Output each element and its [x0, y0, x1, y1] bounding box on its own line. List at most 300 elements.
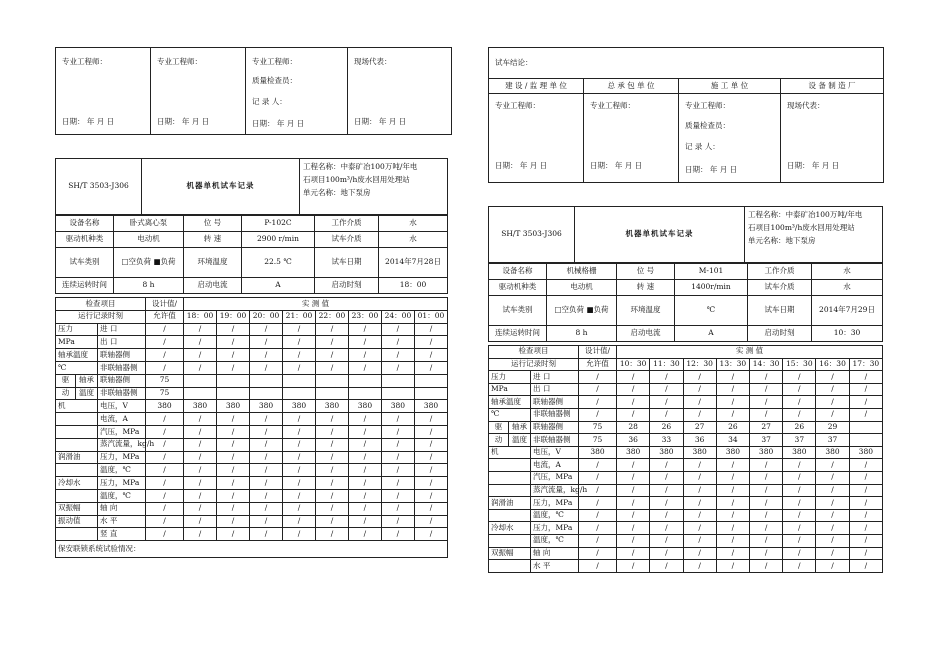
measured-value: / [650, 396, 683, 409]
measurement-row [56, 515, 448, 528]
measured-value: / [749, 547, 782, 560]
group-label: 驱 [56, 374, 76, 387]
measured-value: / [783, 522, 816, 535]
item-label: 联轴器侧 [98, 349, 146, 362]
info-row [489, 280, 883, 296]
measured-value: / [617, 522, 650, 535]
measured-value: / [849, 396, 882, 409]
group-label: 压力 [489, 371, 531, 384]
measured-value: / [683, 471, 716, 484]
measured-value: / [315, 528, 348, 541]
info-cell: 水 [379, 232, 448, 248]
measured-value: / [816, 383, 849, 396]
measured-value: / [414, 464, 447, 477]
measured-value: / [315, 349, 348, 362]
info-cell: M-101 [675, 264, 748, 280]
measured-value: / [749, 471, 782, 484]
design-header: 设计值/ [579, 346, 617, 359]
measured-value [315, 387, 348, 400]
design-value: / [146, 413, 184, 426]
measurement-row [56, 323, 448, 336]
qc-label: 质量检查员： [252, 76, 297, 85]
measurement-row [489, 534, 883, 547]
group-label: 双振幅 [56, 502, 98, 515]
measured-value: / [749, 383, 782, 396]
measured-value: / [617, 471, 650, 484]
measured-value: / [414, 361, 447, 374]
measurement-row [489, 497, 883, 510]
item-label: 进 口 [531, 371, 579, 384]
date-label: 日期： 年 月 日 [62, 117, 115, 126]
measured-value: / [783, 371, 816, 384]
group-label: 动 [489, 434, 509, 447]
measured-value: 380 [184, 400, 217, 413]
info-cell: 工作介质 [748, 264, 812, 280]
measured-value [381, 374, 414, 387]
measured-value: / [250, 515, 283, 528]
measured-value: / [217, 515, 250, 528]
measured-value: / [282, 413, 315, 426]
measured-value [414, 387, 447, 400]
item-label: 温度，℃ [531, 509, 579, 522]
measured-value: / [683, 371, 716, 384]
group-label [56, 413, 98, 426]
measured-value: 37 [816, 434, 849, 447]
group-label [489, 459, 531, 472]
measured-value: 380 [381, 400, 414, 413]
measured-value: 29 [816, 421, 849, 434]
info-cell: 启动时刻 [748, 326, 812, 342]
measured-value: / [683, 383, 716, 396]
party-header: 设 备 制 造 厂 [808, 81, 856, 90]
measured-value: / [716, 408, 749, 421]
measured-value: / [348, 502, 381, 515]
measured-value: / [783, 459, 816, 472]
measured-value: 27 [749, 421, 782, 434]
measured-value: / [250, 502, 283, 515]
check-item-header: 检查项目 [489, 346, 579, 359]
measured-value: / [716, 509, 749, 522]
subgroup-label: 轴承 [509, 421, 531, 434]
measured-value: / [315, 515, 348, 528]
measured-value: / [348, 425, 381, 438]
measured-value: / [683, 534, 716, 547]
info-cell: 2900 r/min [242, 232, 315, 248]
signature-block-right [488, 47, 884, 183]
record-header [55, 158, 448, 215]
measured-value: / [816, 408, 849, 421]
measurement-row [56, 438, 448, 451]
date-label: 日期： 年 月 日 [590, 161, 643, 170]
measured-value [250, 387, 283, 400]
form-title: 机器单机试车记录 [142, 159, 300, 215]
group-label: 压力 [56, 323, 98, 336]
measured-value: / [381, 515, 414, 528]
measurement-row [56, 425, 448, 438]
measured-value: 380 [650, 446, 683, 459]
measured-value: / [315, 477, 348, 490]
measured-value: / [348, 528, 381, 541]
measured-value: / [217, 336, 250, 349]
measured-value: / [348, 477, 381, 490]
group-label: 润滑油 [56, 451, 98, 464]
measured-value: / [816, 522, 849, 535]
measured-value: / [217, 438, 250, 451]
measured-value: / [184, 451, 217, 464]
measured-value: / [381, 361, 414, 374]
info-cell: 连续运转时间 [56, 278, 114, 294]
measured-value: / [650, 522, 683, 535]
info-row [56, 278, 448, 294]
measured-value: / [250, 451, 283, 464]
item-label: 出 口 [98, 336, 146, 349]
measured-value: / [816, 509, 849, 522]
measured-value: 380 [217, 400, 250, 413]
design-value: / [146, 361, 184, 374]
measured-value: / [683, 547, 716, 560]
time-header: 18：00 [184, 310, 217, 323]
info-cell: 试车类别 [56, 248, 114, 278]
time-header: 16：30 [816, 358, 849, 371]
item-label: 电压，V [531, 446, 579, 459]
measured-value: / [716, 396, 749, 409]
measured-value: 380 [414, 400, 447, 413]
allow-header: 允许值 [146, 310, 184, 323]
measured-value: / [849, 383, 882, 396]
measurement-table [55, 297, 448, 558]
time-header: 15：30 [783, 358, 816, 371]
measured-value [282, 387, 315, 400]
measured-value: / [414, 451, 447, 464]
measured-value: / [348, 464, 381, 477]
measured-value: / [348, 413, 381, 426]
measured-value: / [716, 471, 749, 484]
measured-value [315, 374, 348, 387]
measured-value: / [282, 515, 315, 528]
info-cell: 水 [379, 216, 448, 232]
measured-value [217, 374, 250, 387]
item-label: 电流，A [531, 459, 579, 472]
run-time-header: 运行记录时刻 [489, 358, 579, 371]
group-label: MPa [56, 336, 98, 349]
measured-value: / [716, 534, 749, 547]
measured-value: / [749, 408, 782, 421]
time-header: 20：00 [250, 310, 283, 323]
time-header: 13：30 [716, 358, 749, 371]
measured-value: / [282, 361, 315, 374]
measured-value: 26 [783, 421, 816, 434]
measured-value: / [381, 425, 414, 438]
info-row [489, 296, 883, 326]
design-value: / [579, 560, 617, 573]
measured-value [217, 387, 250, 400]
measured-value: / [783, 560, 816, 573]
time-header: 22：00 [315, 310, 348, 323]
info-cell: 水 [812, 264, 883, 280]
measured-value: / [282, 464, 315, 477]
party-sign-row [489, 94, 883, 182]
measured-value: / [184, 515, 217, 528]
measured-value: 37 [749, 434, 782, 447]
measured-value: / [783, 383, 816, 396]
measured-value: / [217, 489, 250, 502]
design-value: / [146, 502, 184, 515]
measured-header: 实 测 值 [617, 346, 883, 359]
engineer-label: 专业工程师： [157, 57, 202, 66]
measured-value: / [282, 425, 315, 438]
measured-value: / [217, 502, 250, 515]
group-label: MPa [489, 383, 531, 396]
date-label: 日期： 年 月 日 [495, 161, 548, 170]
sign-cell [246, 48, 348, 134]
project-name-line1: 工程名称：中泰矿冶100万吨/年电 [303, 162, 418, 171]
measured-value: / [282, 489, 315, 502]
info-row [56, 248, 448, 278]
measured-value: / [381, 502, 414, 515]
sign-cell [56, 48, 151, 134]
info-cell: 机械格栅 [547, 264, 617, 280]
design-value: / [579, 497, 617, 510]
project-info [745, 207, 883, 263]
measured-value: 26 [650, 421, 683, 434]
design-header: 设计值/ [146, 298, 184, 311]
group-label: ℃ [489, 408, 531, 421]
measured-value: / [617, 408, 650, 421]
measured-value: / [381, 349, 414, 362]
measurement-row [489, 408, 883, 421]
time-header: 23：00 [348, 310, 381, 323]
measured-value: 37 [783, 434, 816, 447]
group-label: 润滑油 [489, 497, 531, 510]
measured-value: / [617, 560, 650, 573]
measured-value: / [184, 502, 217, 515]
info-cell: A [242, 278, 315, 294]
measured-value: / [217, 413, 250, 426]
info-cell: 试车介质 [748, 280, 812, 296]
measured-value: / [617, 484, 650, 497]
party-header: 建 设 / 监 理 单 位 [489, 79, 584, 93]
trial-run-record-right [488, 206, 883, 616]
info-cell: 电动机 [114, 232, 184, 248]
measurement-row [489, 371, 883, 384]
measured-value: / [381, 489, 414, 502]
design-value: 75 [146, 387, 184, 400]
measured-value: 34 [716, 434, 749, 447]
measurement-row [489, 471, 883, 484]
group-label [56, 425, 98, 438]
sign-cell [489, 94, 584, 182]
measured-value: / [849, 371, 882, 384]
time-header: 12：30 [683, 358, 716, 371]
measured-value: / [282, 323, 315, 336]
measured-value: / [716, 383, 749, 396]
design-value: / [579, 509, 617, 522]
info-cell: 转 速 [617, 280, 675, 296]
measured-value: / [617, 534, 650, 547]
measured-value: / [184, 438, 217, 451]
measured-value: / [348, 438, 381, 451]
group-label [489, 509, 531, 522]
design-value: 75 [146, 374, 184, 387]
measured-value: / [315, 438, 348, 451]
item-label: 压力，MPa [98, 451, 146, 464]
measurement-row [489, 383, 883, 396]
item-label: 竖 直 [98, 528, 146, 541]
measured-value: / [783, 484, 816, 497]
measured-value: / [282, 451, 315, 464]
measurement-row [489, 560, 883, 573]
measured-value: / [315, 502, 348, 515]
measured-value: / [348, 515, 381, 528]
measured-value: / [650, 534, 683, 547]
measured-value: / [617, 547, 650, 560]
design-value: / [579, 396, 617, 409]
design-value: 75 [579, 434, 617, 447]
form-code: SH/T 3503-J306 [489, 207, 575, 263]
measured-value: / [414, 477, 447, 490]
measured-value: 27 [683, 421, 716, 434]
measured-value: / [716, 459, 749, 472]
item-label: 非联轴器侧 [98, 387, 146, 400]
measured-value: / [414, 438, 447, 451]
measured-value: / [315, 489, 348, 502]
measured-value: / [783, 396, 816, 409]
measured-value: 380 [282, 400, 315, 413]
measured-value: / [849, 471, 882, 484]
measured-value: / [683, 522, 716, 535]
measurement-row [56, 400, 448, 413]
info-cell: 启动电流 [617, 326, 675, 342]
measured-value: / [816, 371, 849, 384]
measured-value: / [184, 489, 217, 502]
info-cell: 8 h [114, 278, 184, 294]
measured-value: / [184, 477, 217, 490]
design-value: / [146, 515, 184, 528]
measured-value: / [716, 547, 749, 560]
measured-value: / [849, 534, 882, 547]
measured-value [184, 387, 217, 400]
measured-value: / [381, 528, 414, 541]
measurement-row [489, 396, 883, 409]
measurement-row [489, 459, 883, 472]
measured-value: / [816, 547, 849, 560]
measured-value: / [414, 502, 447, 515]
info-cell: ℃ [675, 296, 748, 326]
rep-label: 现场代表： [354, 57, 392, 66]
measurement-row [56, 361, 448, 374]
measured-value: / [414, 336, 447, 349]
measured-value: / [250, 464, 283, 477]
engineer-label: 专业工程师： [685, 101, 730, 110]
measured-value: / [617, 459, 650, 472]
item-label: 水 平 [98, 515, 146, 528]
item-label: 进 口 [98, 323, 146, 336]
subgroup-label: 温度 [76, 387, 98, 400]
measured-value: / [849, 509, 882, 522]
measured-value: 380 [716, 446, 749, 459]
group-label [489, 560, 531, 573]
time-header: 14：30 [749, 358, 782, 371]
measured-value: / [282, 477, 315, 490]
measurement-row [489, 421, 883, 434]
measured-value: / [783, 534, 816, 547]
project-info [300, 159, 448, 215]
measured-value: / [683, 484, 716, 497]
info-cell: 卧式离心泵 [114, 216, 184, 232]
measured-value: / [217, 528, 250, 541]
measured-value: / [683, 509, 716, 522]
project-name-line2: 石项目100m³/h废水回用处理站 [303, 174, 410, 184]
unit-name: 单元名称：地下泵房 [303, 187, 371, 197]
info-row [489, 264, 883, 280]
measured-value: / [617, 383, 650, 396]
group-label [489, 534, 531, 547]
measurement-row [489, 509, 883, 522]
time-header: 01：00 [414, 310, 447, 323]
item-label: 电压，V [98, 400, 146, 413]
measurement-row [56, 502, 448, 515]
measured-value: / [849, 522, 882, 535]
time-header: 21：00 [282, 310, 315, 323]
item-label: 压力，MPa [531, 522, 579, 535]
group-label: 驱 [489, 421, 509, 434]
date-label: 日期： 年 月 日 [685, 165, 738, 174]
measured-value: 36 [617, 434, 650, 447]
measured-value: / [816, 497, 849, 510]
measurement-row [56, 387, 448, 400]
measured-value: / [749, 522, 782, 535]
measured-value: / [348, 336, 381, 349]
sign-cell [781, 94, 883, 182]
measured-value: / [381, 477, 414, 490]
measured-value: 380 [849, 446, 882, 459]
measured-value: 28 [617, 421, 650, 434]
group-label: 机 [56, 400, 98, 413]
info-cell: 8 h [547, 326, 617, 342]
design-value: / [146, 336, 184, 349]
engineer-label: 专业工程师： [62, 57, 107, 66]
measured-value: / [683, 396, 716, 409]
measured-value: / [650, 471, 683, 484]
measured-value: / [849, 484, 882, 497]
measured-value: / [749, 509, 782, 522]
item-label: 蒸汽流量，kg/h [531, 484, 579, 497]
measured-value: / [414, 413, 447, 426]
time-header: 24：00 [381, 310, 414, 323]
unit-name: 单元名称：地下泵房 [748, 235, 816, 245]
design-value: / [146, 425, 184, 438]
measured-value: / [849, 560, 882, 573]
measured-value: / [683, 560, 716, 573]
design-value: 380 [146, 400, 184, 413]
time-header: 19：00 [217, 310, 250, 323]
engineer-label: 专业工程师： [495, 101, 540, 110]
measured-value: / [783, 497, 816, 510]
measured-value: / [716, 560, 749, 573]
measured-value: / [716, 522, 749, 535]
measured-value: / [315, 451, 348, 464]
measured-value: 26 [716, 421, 749, 434]
measured-value: / [783, 471, 816, 484]
measured-value: / [282, 336, 315, 349]
date-label: 日期： 年 月 日 [252, 119, 305, 128]
conclusion-row [489, 48, 883, 79]
measured-value: / [816, 560, 849, 573]
measurement-row [56, 528, 448, 541]
measured-value: / [414, 323, 447, 336]
party-header-row [489, 79, 883, 94]
measurement-row [56, 374, 448, 387]
